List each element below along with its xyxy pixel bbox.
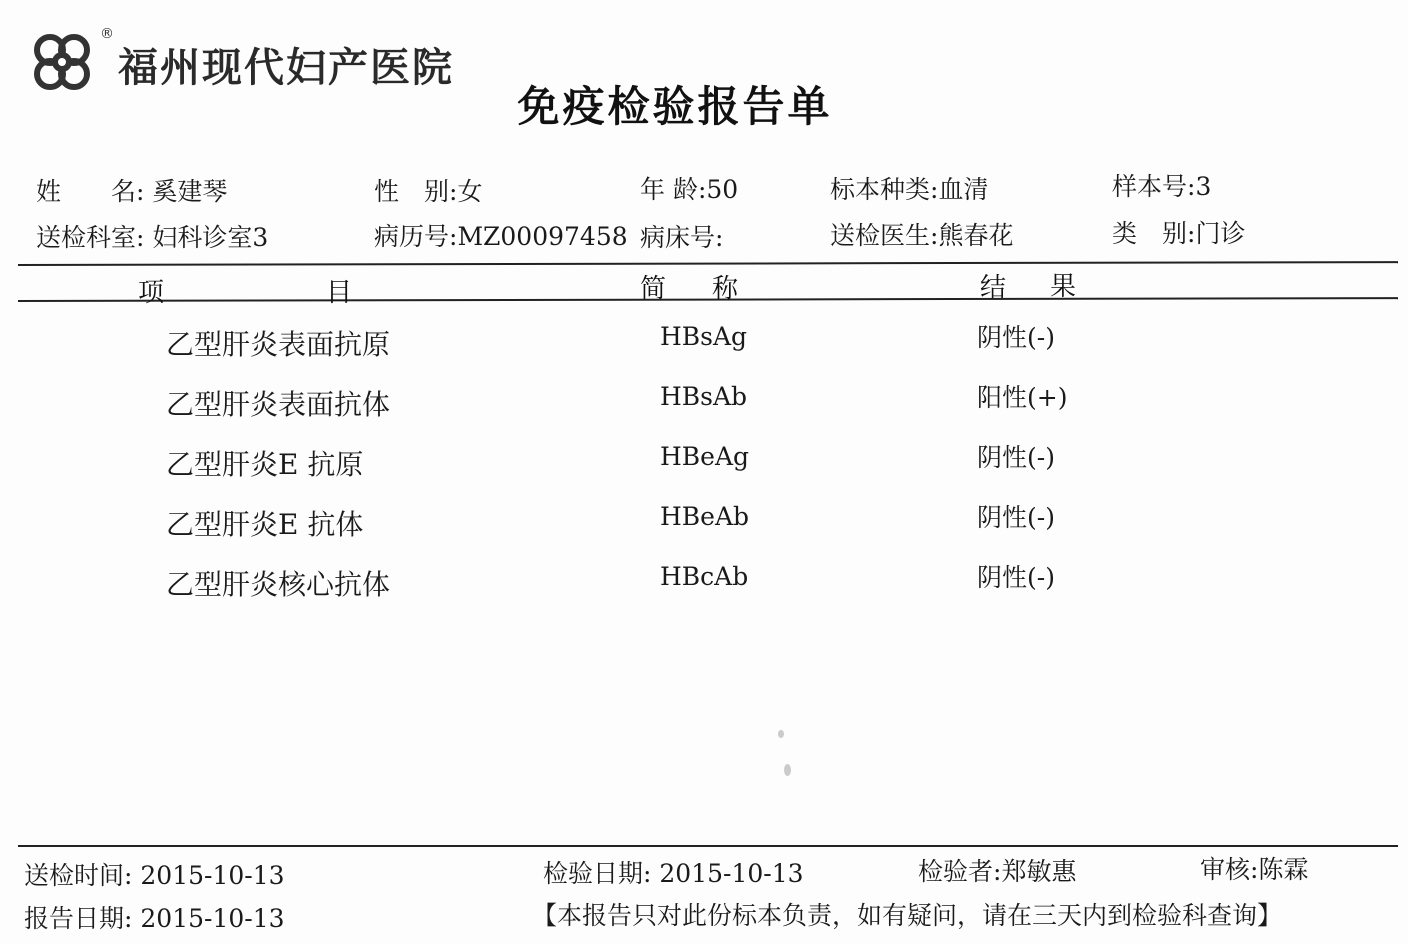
patient-sex-field xyxy=(374,172,482,208)
patient-age-field xyxy=(640,170,738,206)
scan-smudge xyxy=(778,730,784,738)
specimen-type-value: 血清 xyxy=(938,175,989,204)
sample-no-value: 3 xyxy=(1195,172,1212,201)
patient-name-label: 姓 名: xyxy=(36,177,145,206)
row-result: 阴性(-) xyxy=(977,503,1055,532)
category-value: 门诊 xyxy=(1195,219,1246,248)
row-abbr: HBeAb xyxy=(660,502,750,531)
report-title: 免疫检验报告单 xyxy=(517,82,833,131)
row-abbr: HBcAb xyxy=(660,562,749,591)
bed-no-field xyxy=(640,218,723,254)
report-notice: 【本报告只对此份标本负责，如有疑问，请在三天内到检验科查询】 xyxy=(532,901,1283,930)
row-result: 阴性(-) xyxy=(977,443,1055,472)
row-item-name: 乙型肝炎表面抗体 xyxy=(166,388,391,421)
patient-sex-value: 女 xyxy=(457,177,483,206)
header-abbr-1: 简 xyxy=(640,274,667,304)
specimen-type-field xyxy=(830,170,988,206)
test-date-value: 2015-10-13 xyxy=(659,859,804,888)
dept-label: 送检科室: xyxy=(36,223,145,252)
table-header-rule xyxy=(18,297,1398,302)
row-item-name: 乙型肝炎E 抗原 xyxy=(166,448,364,481)
submit-time-value: 2015-10-13 xyxy=(140,861,285,890)
patient-name-value: 奚建琴 xyxy=(152,177,228,206)
dept-field xyxy=(36,218,268,254)
report-date-value: 2015-10-13 xyxy=(140,904,285,933)
test-date-label: 检验日期: xyxy=(543,859,652,888)
row-abbr: HBsAb xyxy=(660,382,748,411)
category-field xyxy=(1112,214,1245,250)
test-date-field xyxy=(543,854,804,890)
record-no-field xyxy=(374,217,628,253)
bed-no-label: 病床号: xyxy=(640,223,724,252)
table-top-rule xyxy=(18,261,1398,266)
dept-value: 妇科诊室3 xyxy=(152,223,269,252)
patient-name-field xyxy=(36,172,227,208)
tester-label: 检验者: xyxy=(918,857,1002,886)
row-abbr: HBeAg xyxy=(660,442,750,471)
row-result: 阴性(-) xyxy=(977,323,1055,352)
patient-sex-label: 性 别: xyxy=(374,177,458,206)
sample-no-label: 样本号: xyxy=(1112,172,1196,201)
scan-smudge xyxy=(784,764,791,776)
submit-time-label: 送检时间: xyxy=(24,861,133,890)
header-result-2: 果 xyxy=(1050,272,1077,302)
row-item-name: 乙型肝炎表面抗原 xyxy=(166,328,391,361)
row-item-name: 乙型肝炎核心抗体 xyxy=(166,568,391,601)
specimen-type-label: 标本种类: xyxy=(830,175,939,204)
row-result: 阴性(-) xyxy=(977,563,1055,592)
header-item-1: 项 xyxy=(138,278,165,308)
report-date-label: 报告日期: xyxy=(24,904,133,933)
patient-age-label: 年 龄: xyxy=(640,175,707,204)
reviewer-label: 审核: xyxy=(1200,855,1259,884)
sample-no-field xyxy=(1112,167,1211,203)
submit-time-field xyxy=(24,856,285,892)
record-no-value: MZ00097458 xyxy=(457,222,628,251)
doctor-value: 熊春花 xyxy=(938,221,1014,250)
hospital-name: 福州现代妇产医院 xyxy=(118,44,454,91)
record-no-label: 病历号: xyxy=(374,222,458,251)
header-result-1: 结 xyxy=(980,273,1007,303)
category-label: 类 别: xyxy=(1112,219,1196,248)
header-item-2: 目 xyxy=(326,278,353,308)
header-abbr-2: 称 xyxy=(712,274,739,304)
patient-age-value: 50 xyxy=(706,175,739,204)
row-abbr: HBsAg xyxy=(660,322,748,351)
report-date-field xyxy=(24,899,285,935)
tester-value: 郑敏惠 xyxy=(1001,857,1077,886)
tester-field xyxy=(918,852,1076,888)
footer-rule xyxy=(18,845,1398,847)
row-item-name: 乙型肝炎E 抗体 xyxy=(166,508,364,541)
reviewer-field xyxy=(1200,850,1308,886)
reviewer-value: 陈霖 xyxy=(1258,855,1309,884)
doctor-label: 送检医生: xyxy=(830,221,939,250)
row-result: 阳性(+) xyxy=(977,383,1068,412)
doctor-field xyxy=(830,216,1013,252)
registered-mark: ® xyxy=(100,26,114,42)
